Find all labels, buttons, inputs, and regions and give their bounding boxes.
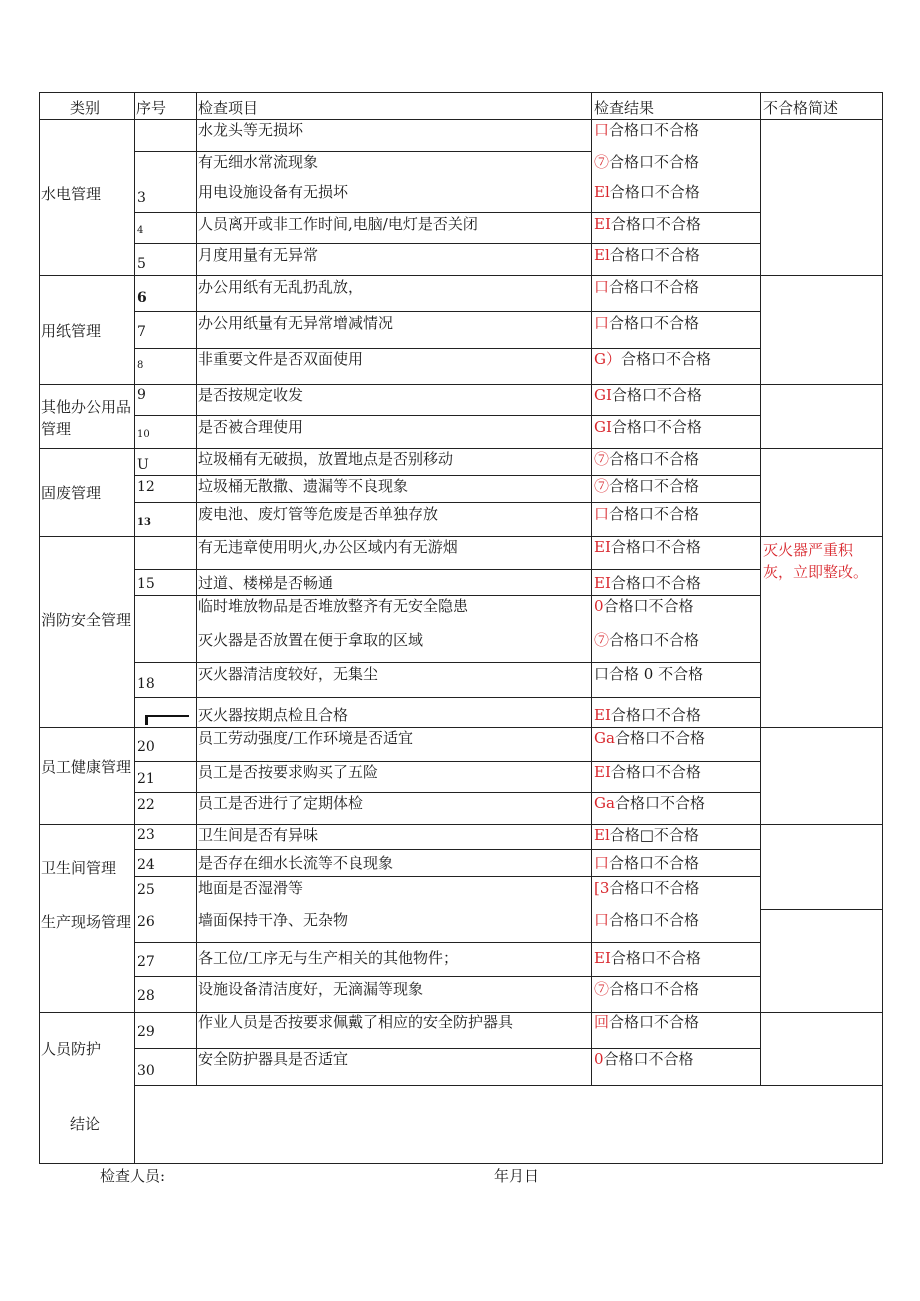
check-item: 过道、楼梯是否畅通 [198,574,334,592]
result-text: 合格口不合格 [609,121,700,139]
row-number: 12 [137,479,155,495]
check-item: 灭火器清洁度较好，无集尘 [198,665,379,683]
result-mark: [3 [594,879,610,897]
grid-line [39,275,883,276]
grid-line [134,792,761,793]
check-item: 是否按规定收发 [198,386,304,404]
result-mark: GI [594,418,612,436]
result-mark: EI [594,763,611,781]
row-number: 6 [137,290,147,306]
row-number: 26 [137,914,155,930]
row-number: 25 [137,882,155,898]
grid-line [134,761,761,762]
check-item: 用电设施设备有无损坏 [198,183,349,201]
grid-line [134,849,761,850]
check-result [594,386,702,404]
row-number: 20 [137,739,155,755]
row-number: 8 [137,360,144,371]
check-item: 灭火器是否放置在便于拿取的区域 [198,631,424,649]
grid-line [39,384,883,385]
check-item: 设施设备清洁度好，无滴漏等现象 [198,980,424,998]
grid-line [591,212,761,213]
check-item: 员工是否进行了定期体检 [198,794,364,812]
result-text: 合格口不合格 [609,980,700,998]
date-label: 年月日 [494,1167,540,1185]
check-result [594,1013,699,1031]
category-restroom: 卫生间管理 [41,859,117,877]
result-mark: Ga [594,729,615,747]
conclusion-label: 结论 [70,1115,101,1133]
result-text: 合格口不合格 [609,183,700,201]
result-mark: ⑦ [594,477,610,495]
result-text: 合格口不合格 [614,794,705,812]
check-result [594,854,699,872]
result-text: 合格口不合格 [610,949,701,967]
check-item: 临时堆放物品是否堆放整齐有无安全隐患 [198,597,469,615]
grid-line [882,92,883,1164]
check-result [594,121,699,139]
check-item: 地面是否湿滑等 [198,879,304,897]
check-item: 废电池、废灯管等危废是否单独存放 [198,505,439,523]
grid-line [134,569,761,570]
row-number: U [137,457,149,473]
grid-line [39,448,883,449]
row-number: 22 [137,797,155,813]
category-employee-health: 员工健康管理 [41,758,132,776]
row-number: 21 [137,771,155,787]
row-number: 3 [137,190,146,206]
grid-line [134,311,761,312]
result-text: 合格口不合格 [610,574,701,592]
result-text: 合格口不合格 [609,246,700,264]
category-solid-waste: 固废管理 [41,484,102,502]
row-number: 18 [137,676,155,692]
check-result [594,153,699,171]
grid-line [39,727,135,728]
category-protection: 人员防护 [41,1040,102,1058]
grid-line [134,1048,761,1049]
grid-line [134,502,761,503]
grid-line [591,92,592,1086]
check-result [594,794,705,812]
check-result [594,826,699,844]
grid-line [196,92,197,1086]
check-result [594,418,702,436]
result-text: 合格口不合格 [611,386,702,404]
result-text: 合格口不合格 [611,418,702,436]
check-result [594,763,701,781]
check-result [594,350,711,368]
check-item: 安全防护器具是否适宜 [198,1050,349,1068]
result-mark: 0 [594,597,604,615]
check-result [594,278,699,296]
check-item: 水龙头等无损坏 [198,121,304,139]
result-mark: EI [594,215,611,233]
check-item: 有无细水常流现象 [198,153,319,171]
result-text: 合格口不合格 [609,911,700,929]
check-result [594,574,701,592]
category-paper: 用纸管理 [41,322,102,340]
grid-line [39,1163,883,1164]
header-number: 序号 [136,99,167,117]
result-text: 合格口不合格 [609,631,700,649]
grid-line [134,976,761,977]
check-result [594,949,701,967]
row-number-mark [145,715,189,717]
row-number: 15 [137,576,155,592]
result-text: 合格□不合格 [609,826,699,844]
grid-line [134,212,592,213]
check-item: 办公用纸有无乱扔乱放， [198,278,364,296]
grid-line [39,824,883,825]
result-mark: 口 [594,121,610,139]
header-category: 类别 [70,99,101,117]
grid-line [134,92,135,1164]
grid-line [134,1085,883,1086]
check-result [594,477,699,495]
result-mark: Ga [594,794,615,812]
check-item: 作业人员是否按要求佩戴了相应的安全防护器具 [198,1013,514,1031]
check-item: 垃圾桶无散撒、遗漏等不良现象 [198,477,409,495]
check-item: 有无违章使用明火,办公区域内有无游烟 [198,538,458,556]
row-number: 4 [137,225,144,236]
check-result [594,450,699,468]
result-text: 合格口不合格 [609,505,700,523]
check-result [594,215,701,233]
check-result [594,183,700,201]
result-text: 合格口不合格 [610,763,701,781]
grid-line [134,727,883,728]
header-remark: 不合格简述 [763,99,839,117]
check-item: 卫生间是否有异味 [198,826,319,844]
check-result [594,729,705,747]
category-fire-safety: 消防安全管理 [41,611,132,629]
result-text: 合格口不合格 [610,706,701,724]
result-mark: El [594,826,610,844]
check-item: 是否被合理使用 [198,418,304,436]
grid-line [134,595,761,596]
check-result [594,980,699,998]
inspector-label: 检查人员: [100,1167,166,1185]
grid-line [39,536,883,537]
result-text: 合格口不合格 [609,314,700,332]
check-result [594,879,699,897]
grid-line [134,475,761,476]
row-number: 30 [137,1063,155,1079]
check-result [594,246,700,264]
grid-line [760,92,761,1086]
row-number: 7 [137,324,146,340]
check-item: 办公用纸量有无异常增减情况 [198,314,394,332]
result-mark: ⑦ [594,450,610,468]
check-result [594,538,701,556]
grid-line [134,415,761,416]
result-text: 合格口不合格 [603,1050,694,1068]
row-number: 24 [137,857,155,873]
grid-line [134,697,761,698]
check-item: 墙面保持干净、无杂物 [198,911,349,929]
check-result [594,597,694,615]
result-text: 合格口不合格 [609,879,700,897]
check-item: 各工位/工序无与生产相关的其他物件； [198,949,459,967]
grid-line [39,92,40,1164]
result-mark: 口 [594,505,610,523]
row-number: 5 [137,256,146,272]
result-mark: GI [594,386,612,404]
result-text: 合格口不合格 [609,450,700,468]
check-item: 垃圾桶有无破损，放置地点是否别移动 [198,450,454,468]
grid-line [39,119,883,120]
check-result [594,505,699,523]
result-text: 合格口不合格 [620,350,711,368]
result-mark: EI [594,949,611,967]
result-mark: EI [594,538,611,556]
result-mark: 口 [594,314,610,332]
result-mark: EI [594,706,611,724]
result-mark: G） [594,350,621,368]
result-mark: 0 [594,1050,604,1068]
check-result [594,665,703,683]
check-item: 灭火器按期点检且合格 [198,706,349,724]
check-item: 员工是否按要求购买了五险 [198,763,379,781]
row-number: 10 [137,429,150,440]
row-number: 27 [137,954,155,970]
result-text: 合格口不合格 [609,278,700,296]
row-number-mark [145,715,148,725]
grid-line [134,942,761,943]
result-mark: El [594,246,610,264]
header-result: 检查结果 [594,99,655,117]
result-mark: ⑦ [594,153,610,171]
grid-line [134,243,761,244]
grid-line [134,662,761,663]
result-text: 合格口不合格 [610,215,701,233]
result-text: 合格口不合格 [609,477,700,495]
check-result [594,911,699,929]
grid-line [760,909,883,910]
category-production-site: 生产现场管理 [41,913,132,931]
result-mark: 口 [594,854,610,872]
check-item: 人员离开或非工作时间,电脑/电灯是否关闭 [198,215,478,233]
check-item: 月度用量有无异常 [198,246,319,264]
grid-line [39,92,883,93]
result-text: 口合格 0 不合格 [594,665,704,683]
check-result [594,631,699,649]
header-item: 检查项目 [198,99,259,117]
result-mark: El [594,183,610,201]
result-text: 合格口不合格 [610,538,701,556]
result-text: 合格口不合格 [609,1013,700,1031]
result-text: 合格口不合格 [609,153,700,171]
result-mark: ⑦ [594,980,610,998]
row-number: 23 [137,827,155,843]
category-office-supplies: 其他办公用品管理 [41,398,132,438]
row-number: 9 [137,387,146,403]
fire-remark: 灭火器严重积灰，立即整改。 [763,541,869,581]
check-result [594,706,701,724]
check-result [594,314,699,332]
check-item: 非重要文件是否双面使用 [198,350,364,368]
grid-line [134,151,592,152]
check-result [594,1050,694,1068]
result-text: 合格口不合格 [603,597,694,615]
result-text: 合格口不合格 [609,854,700,872]
result-mark: ⑦ [594,631,610,649]
row-number: 13 [137,517,151,528]
result-mark: 口 [594,911,610,929]
check-item: 是否存在细水长流等不良现象 [198,854,394,872]
result-mark: 口 [594,278,610,296]
grid-line [134,348,761,349]
result-mark: 回 [594,1013,610,1031]
check-item: 员工劳动强度/工作环境是否适宜 [198,729,414,747]
row-number: 29 [137,1024,155,1040]
result-text: 合格口不合格 [614,729,705,747]
row-number: 28 [137,988,155,1004]
result-mark: EI [594,574,611,592]
category-water-electric: 水电管理 [41,185,102,203]
grid-line [134,876,761,877]
